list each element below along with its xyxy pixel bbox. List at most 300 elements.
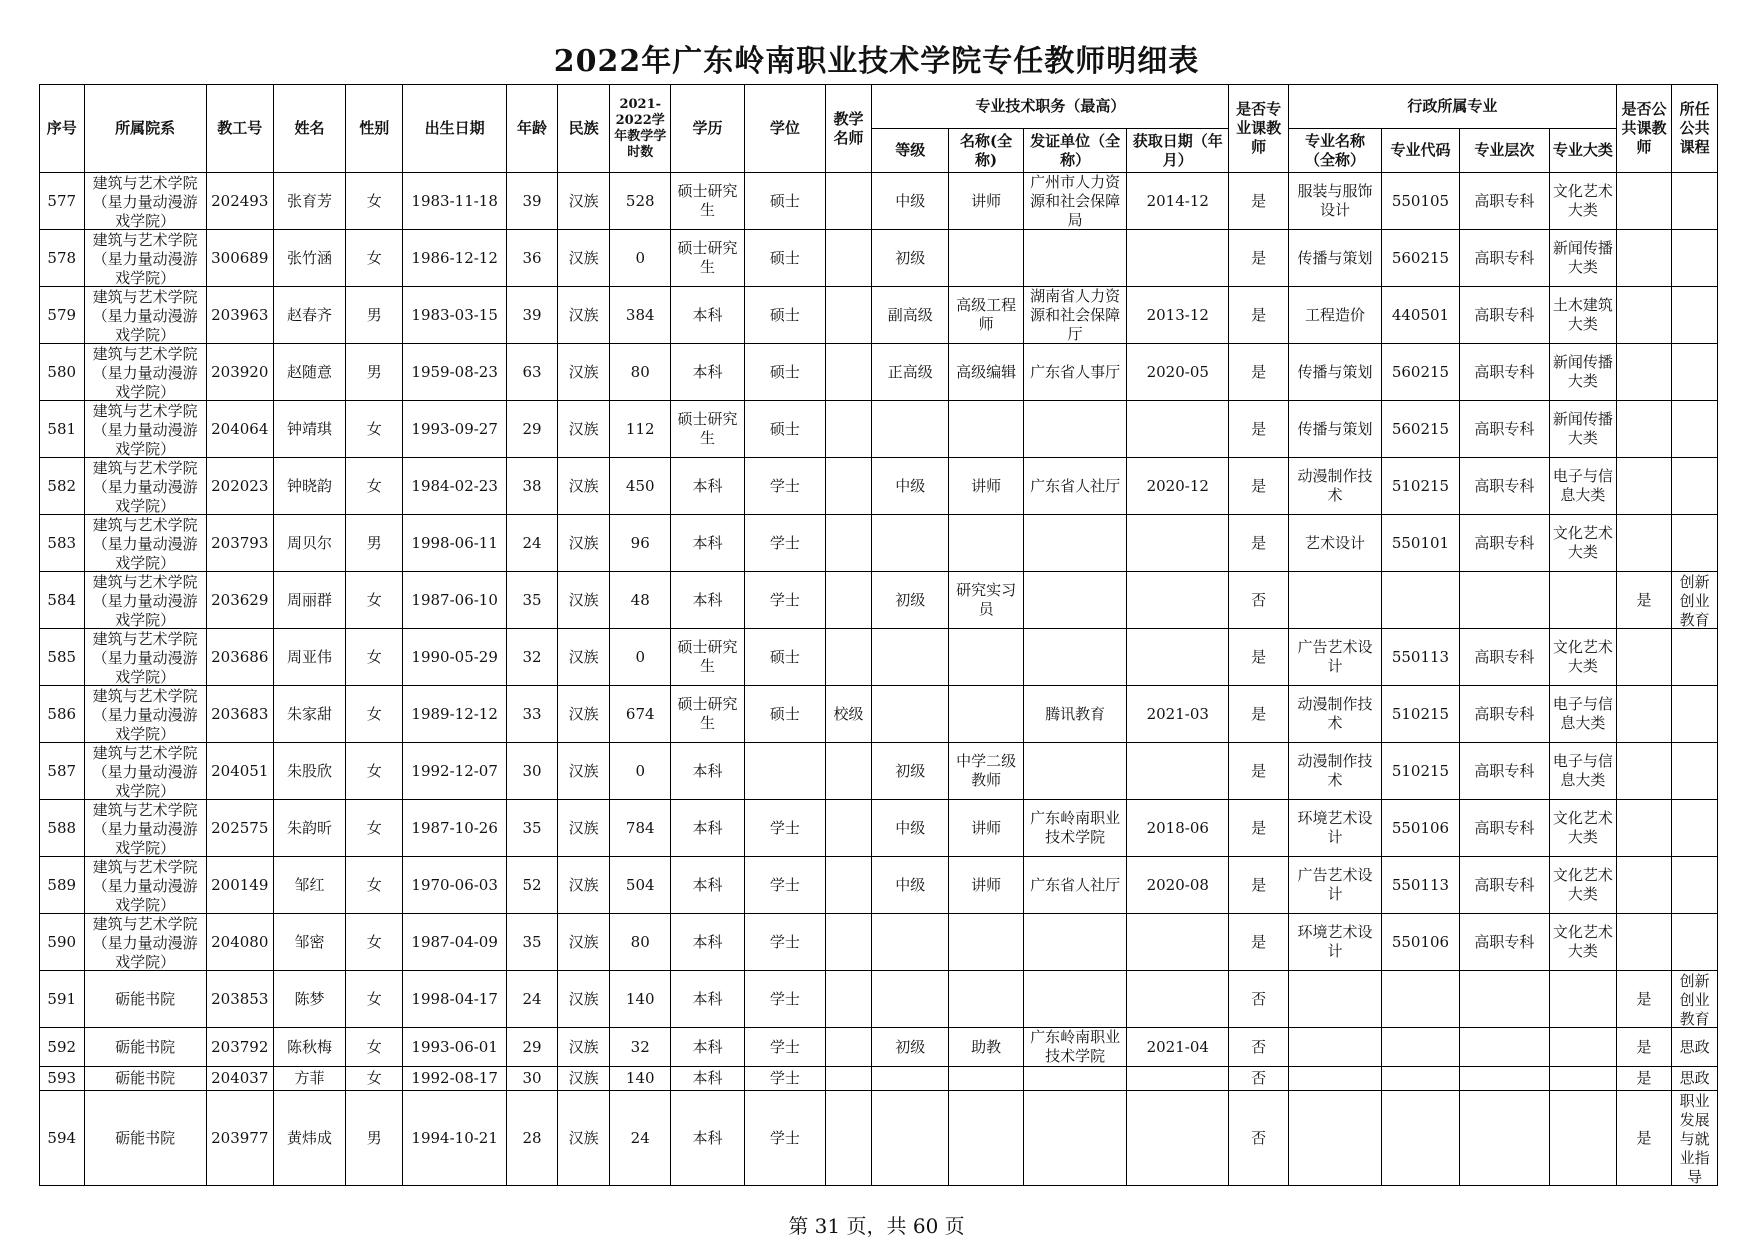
cell-text: 1993-06-01 — [411, 1037, 498, 1056]
cell-age — [507, 572, 558, 629]
cell-text: 48 — [630, 590, 650, 609]
cell-hours — [610, 344, 671, 401]
cell-staff-id — [206, 572, 273, 629]
cell-text: 高级编辑 — [956, 362, 1017, 381]
cell-text: 建筑与艺术学院（星力量动漫游戏学院） — [92, 402, 198, 456]
cell-famous — [825, 800, 872, 857]
cell-major-name — [1289, 230, 1382, 287]
cell-text: 24 — [630, 1128, 650, 1147]
cell-seq — [40, 458, 85, 515]
cell-public-course — [1672, 1067, 1718, 1091]
cell-is-public — [1616, 629, 1672, 686]
cell-text: 550105 — [1391, 191, 1450, 210]
cell-text: 建筑与艺术学院（星力量动漫游戏学院） — [92, 744, 198, 798]
cell-text: 汉族 — [568, 704, 599, 723]
cell-text: 550113 — [1391, 647, 1450, 666]
cell-text: 陈梦 — [294, 989, 325, 1008]
cell-seq — [40, 515, 85, 572]
cell-hours — [610, 1067, 671, 1091]
cell-text: 585 — [47, 647, 77, 666]
cell-text: 1994-10-21 — [411, 1128, 498, 1147]
header-title-name: 名称(全称) — [949, 129, 1024, 173]
cell-text: 硕士 — [769, 362, 800, 381]
table-row — [40, 914, 1718, 971]
cell-public-course — [1672, 857, 1718, 914]
cell-degree — [744, 800, 825, 857]
cell-text: 腾讯教育 — [1045, 704, 1106, 723]
cell-is-public — [1616, 287, 1672, 344]
cell-text: 硕士研究生 — [677, 182, 738, 219]
cell-text: 590 — [47, 932, 77, 951]
cell-is-public — [1616, 686, 1672, 743]
cell-staff-id — [206, 686, 273, 743]
cell-education — [671, 515, 745, 572]
cell-title-name — [949, 173, 1024, 230]
cell-degree — [744, 173, 825, 230]
cell-text: 周丽群 — [287, 590, 333, 609]
table-row — [40, 230, 1718, 287]
cell-text: 38 — [522, 476, 542, 495]
cell-title-name — [949, 344, 1024, 401]
header-major-level: 专业层次 — [1459, 129, 1549, 173]
cell-text: 土木建筑大类 — [1552, 296, 1613, 333]
cell-title-name — [949, 401, 1024, 458]
cell-title-date — [1127, 1028, 1229, 1067]
cell-college — [84, 287, 206, 344]
cell-text: 高职专科 — [1474, 761, 1535, 780]
cell-birth — [403, 1028, 507, 1067]
cell-text: 本科 — [692, 875, 723, 894]
cell-major-level — [1459, 629, 1549, 686]
cell-text: 黄炜成 — [287, 1128, 333, 1147]
cell-text: 研究实习员 — [956, 581, 1017, 618]
table-row — [40, 743, 1718, 800]
cell-title-name — [949, 686, 1024, 743]
cell-text: 140 — [625, 989, 655, 1008]
cell-text: 工程造价 — [1305, 305, 1366, 324]
cell-ethnicity — [557, 1091, 610, 1186]
cell-text: 203686 — [211, 647, 269, 666]
cell-text: 是 — [1251, 476, 1267, 495]
cell-title-level — [872, 800, 949, 857]
cell-staff-id — [206, 173, 273, 230]
cell-text: 588 — [47, 818, 77, 837]
cell-title-issuer — [1024, 857, 1127, 914]
cell-is-public — [1616, 1028, 1672, 1067]
cell-ethnicity — [557, 572, 610, 629]
cell-text: 文化艺术大类 — [1552, 638, 1613, 675]
cell-name — [273, 458, 346, 515]
cell-hours — [610, 572, 671, 629]
cell-staff-id — [206, 1028, 273, 1067]
cell-major-name — [1289, 857, 1382, 914]
cell-is-major — [1229, 401, 1289, 458]
cell-text: 本科 — [692, 818, 723, 837]
cell-age — [507, 1028, 558, 1067]
cell-text: 朱韵昕 — [287, 818, 333, 837]
cell-title-level — [872, 1091, 949, 1186]
cell-text: 女 — [366, 761, 382, 780]
cell-text: 高职专科 — [1474, 305, 1535, 324]
cell-title-level — [872, 458, 949, 515]
header-public-course: 所任公共课程 — [1672, 85, 1718, 173]
cell-title-date — [1127, 971, 1229, 1028]
cell-text: 1983-11-18 — [411, 191, 498, 210]
cell-famous — [825, 629, 872, 686]
cell-public-course — [1672, 629, 1718, 686]
cell-text: 广东省人社厅 — [1030, 476, 1121, 495]
cell-title-level — [872, 629, 949, 686]
cell-title-level — [872, 401, 949, 458]
cell-text: 电子与信息大类 — [1552, 695, 1613, 732]
cell-major-name — [1289, 458, 1382, 515]
cell-title-level — [872, 857, 949, 914]
cell-staff-id — [206, 971, 273, 1028]
cell-gender — [346, 914, 403, 971]
cell-college — [84, 629, 206, 686]
cell-title-name — [949, 1067, 1024, 1091]
cell-age — [507, 401, 558, 458]
cell-major-name — [1289, 1091, 1382, 1186]
cell-title-name — [949, 458, 1024, 515]
cell-text: 初级 — [895, 248, 926, 267]
cell-text: 本科 — [692, 305, 723, 324]
cell-title-name — [949, 743, 1024, 800]
cell-education — [671, 743, 745, 800]
cell-text: 39 — [522, 305, 542, 324]
cell-name — [273, 686, 346, 743]
cell-age — [507, 230, 558, 287]
cell-title-issuer — [1024, 1028, 1127, 1067]
cell-text: 建筑与艺术学院（星力量动漫游戏学院） — [92, 801, 198, 855]
cell-major-cat — [1549, 230, 1616, 287]
cell-text: 204064 — [211, 419, 269, 438]
cell-text: 594 — [47, 1128, 77, 1147]
cell-birth — [403, 401, 507, 458]
cell-text: 男 — [366, 362, 382, 381]
cell-major-code — [1382, 686, 1460, 743]
cell-text: 0 — [635, 761, 645, 780]
cell-text: 586 — [47, 704, 77, 723]
cell-text: 学士 — [769, 533, 800, 552]
cell-famous — [825, 1028, 872, 1067]
cell-title-date — [1127, 1091, 1229, 1186]
cell-birth — [403, 971, 507, 1028]
cell-education — [671, 1067, 745, 1091]
cell-text: 是 — [1251, 533, 1267, 552]
cell-text: 硕士研究生 — [677, 410, 738, 447]
cell-text: 汉族 — [568, 647, 599, 666]
cell-major-name — [1289, 629, 1382, 686]
cell-degree — [744, 1028, 825, 1067]
cell-major-level — [1459, 971, 1549, 1028]
cell-text: 39 — [522, 191, 542, 210]
cell-ethnicity — [557, 1067, 610, 1091]
cell-text: 510215 — [1391, 476, 1450, 495]
cell-major-level — [1459, 914, 1549, 971]
table-row — [40, 287, 1718, 344]
cell-famous — [825, 287, 872, 344]
cell-text: 学士 — [769, 1037, 800, 1056]
cell-text: 580 — [47, 362, 77, 381]
cell-text: 203977 — [211, 1128, 269, 1147]
cell-text: 硕士研究生 — [677, 695, 738, 732]
cell-name — [273, 914, 346, 971]
cell-famous — [825, 743, 872, 800]
cell-major-name — [1289, 800, 1382, 857]
cell-famous — [825, 572, 872, 629]
cell-text: 510215 — [1391, 704, 1450, 723]
cell-text: 1984-02-23 — [411, 476, 498, 495]
cell-public-course — [1672, 1091, 1718, 1186]
cell-gender — [346, 1028, 403, 1067]
cell-major-level — [1459, 743, 1549, 800]
cell-seq — [40, 287, 85, 344]
cell-major-code — [1382, 515, 1460, 572]
cell-text: 新闻传播大类 — [1552, 410, 1613, 447]
cell-text: 硕士研究生 — [677, 239, 738, 276]
cell-age — [507, 800, 558, 857]
cell-text: 584 — [47, 590, 77, 609]
teacher-table — [39, 84, 1718, 1186]
cell-text: 1970-06-03 — [411, 875, 498, 894]
cell-title-level — [872, 686, 949, 743]
cell-is-public — [1616, 401, 1672, 458]
cell-title-issuer — [1024, 287, 1127, 344]
cell-staff-id — [206, 1091, 273, 1186]
cell-text: 砺能书院 — [115, 1037, 176, 1056]
cell-birth — [403, 857, 507, 914]
cell-degree — [744, 572, 825, 629]
cell-famous — [825, 401, 872, 458]
cell-is-major — [1229, 971, 1289, 1028]
cell-title-date — [1127, 686, 1229, 743]
cell-major-level — [1459, 857, 1549, 914]
cell-text: 硕士 — [769, 191, 800, 210]
cell-text: 朱家甜 — [287, 704, 333, 723]
cell-education — [671, 572, 745, 629]
cell-major-code — [1382, 230, 1460, 287]
cell-major-level — [1459, 515, 1549, 572]
cell-title-level — [872, 1028, 949, 1067]
cell-text: 本科 — [692, 362, 723, 381]
cell-hours — [610, 173, 671, 230]
cell-text: 2018-06 — [1146, 818, 1209, 837]
cell-staff-id — [206, 287, 273, 344]
cell-public-course — [1672, 344, 1718, 401]
cell-text: 学士 — [769, 1069, 800, 1087]
cell-text: 582 — [47, 476, 77, 495]
cell-famous — [825, 173, 872, 230]
cell-gender — [346, 800, 403, 857]
cell-text: 初级 — [895, 761, 926, 780]
cell-title-date — [1127, 743, 1229, 800]
cell-degree — [744, 1091, 825, 1186]
cell-ethnicity — [557, 686, 610, 743]
cell-is-major — [1229, 572, 1289, 629]
cell-text: 2021-04 — [1146, 1037, 1209, 1056]
cell-name — [273, 629, 346, 686]
cell-text: 汉族 — [568, 362, 599, 381]
cell-title-date — [1127, 800, 1229, 857]
cell-text: 中级 — [895, 818, 926, 837]
cell-text: 广告艺术设计 — [1297, 638, 1373, 675]
cell-title-date — [1127, 401, 1229, 458]
cell-text: 24 — [522, 989, 542, 1008]
cell-college — [84, 344, 206, 401]
cell-text: 建筑与艺术学院（星力量动漫游戏学院） — [92, 630, 198, 684]
cell-text: 硕士 — [769, 704, 800, 723]
cell-ethnicity — [557, 287, 610, 344]
cell-major-code — [1382, 914, 1460, 971]
cell-text: 202575 — [211, 818, 269, 837]
cell-text: 电子与信息大类 — [1552, 752, 1613, 789]
cell-college — [84, 1028, 206, 1067]
cell-title-name — [949, 287, 1024, 344]
cell-age — [507, 743, 558, 800]
cell-text: 学士 — [769, 476, 800, 495]
cell-major-cat — [1549, 173, 1616, 230]
header-name: 姓名 — [273, 85, 346, 173]
cell-is-major — [1229, 629, 1289, 686]
cell-text: 广东岭南职业技术学院 — [1030, 809, 1121, 846]
cell-major-code — [1382, 743, 1460, 800]
cell-text: 2013-12 — [1146, 305, 1209, 324]
cell-seq — [40, 572, 85, 629]
cell-ethnicity — [557, 458, 610, 515]
cell-staff-id — [206, 458, 273, 515]
cell-major-cat — [1549, 1091, 1616, 1186]
cell-staff-id — [206, 914, 273, 971]
cell-text: 203920 — [211, 362, 269, 381]
table-body — [40, 173, 1718, 1186]
header-major-code: 专业代码 — [1382, 129, 1460, 173]
cell-text: 硕士 — [769, 419, 800, 438]
cell-title-issuer — [1024, 401, 1127, 458]
header-admin-group: 行政所属专业 — [1289, 85, 1617, 129]
cell-name — [273, 1067, 346, 1091]
cell-text: 204051 — [211, 761, 269, 780]
cell-text: 560215 — [1391, 362, 1450, 381]
table-row — [40, 401, 1718, 458]
cell-text: 建筑与艺术学院（星力量动漫游戏学院） — [92, 687, 198, 741]
cell-text: 建筑与艺术学院（星力量动漫游戏学院） — [92, 516, 198, 570]
cell-major-cat — [1549, 800, 1616, 857]
cell-text: 本科 — [692, 761, 723, 780]
cell-famous — [825, 1067, 872, 1091]
cell-college — [84, 173, 206, 230]
cell-text: 550101 — [1391, 533, 1450, 552]
cell-seq — [40, 1091, 85, 1186]
cell-title-name — [949, 515, 1024, 572]
header-is-public: 是否公共课教师 — [1616, 85, 1672, 173]
cell-major-code — [1382, 401, 1460, 458]
cell-major-level — [1459, 1067, 1549, 1091]
cell-text: 传播与策划 — [1297, 248, 1373, 267]
cell-text: 赵春齐 — [287, 305, 333, 324]
cell-title-level — [872, 230, 949, 287]
cell-major-level — [1459, 173, 1549, 230]
cell-text: 汉族 — [568, 191, 599, 210]
cell-age — [507, 914, 558, 971]
cell-major-level — [1459, 230, 1549, 287]
cell-hours — [610, 515, 671, 572]
cell-title-level — [872, 914, 949, 971]
cell-public-course — [1672, 287, 1718, 344]
cell-gender — [346, 857, 403, 914]
cell-text: 汉族 — [568, 533, 599, 552]
cell-age — [507, 458, 558, 515]
cell-text: 正高级 — [887, 362, 933, 381]
cell-major-code — [1382, 1028, 1460, 1067]
cell-text: 是 — [1251, 248, 1267, 267]
cell-text: 550106 — [1391, 932, 1450, 951]
cell-text: 女 — [366, 989, 382, 1008]
cell-ethnicity — [557, 401, 610, 458]
cell-major-cat — [1549, 287, 1616, 344]
cell-major-level — [1459, 1091, 1549, 1186]
header-title-date: 获取日期（年月） — [1127, 129, 1229, 173]
cell-text: 1959-08-23 — [411, 362, 498, 381]
cell-text: 邹红 — [294, 875, 325, 894]
cell-birth — [403, 1091, 507, 1186]
cell-major-level — [1459, 458, 1549, 515]
cell-is-public — [1616, 914, 1672, 971]
header-degree: 学位 — [744, 85, 825, 173]
cell-text: 女 — [366, 1037, 382, 1056]
cell-education — [671, 173, 745, 230]
cell-major-code — [1382, 572, 1460, 629]
header-famous: 教学名师 — [825, 85, 872, 173]
cell-text: 女 — [366, 932, 382, 951]
cell-text: 52 — [522, 875, 542, 894]
cell-age — [507, 971, 558, 1028]
cell-birth — [403, 344, 507, 401]
cell-birth — [403, 515, 507, 572]
cell-text: 1989-12-12 — [411, 704, 498, 723]
table-row — [40, 344, 1718, 401]
cell-age — [507, 287, 558, 344]
cell-major-name — [1289, 515, 1382, 572]
cell-text: 1998-04-17 — [411, 989, 498, 1008]
cell-title-name — [949, 572, 1024, 629]
cell-education — [671, 686, 745, 743]
cell-text: 1987-04-09 — [411, 932, 498, 951]
cell-gender — [346, 401, 403, 458]
cell-text: 63 — [522, 362, 542, 381]
cell-text: 汉族 — [568, 476, 599, 495]
cell-major-code — [1382, 629, 1460, 686]
cell-gender — [346, 173, 403, 230]
cell-text: 男 — [366, 533, 382, 552]
cell-text: 0 — [635, 647, 645, 666]
cell-title-date — [1127, 287, 1229, 344]
header-major-cat: 专业大类 — [1549, 129, 1616, 173]
cell-text: 硕士 — [769, 305, 800, 324]
cell-ethnicity — [557, 629, 610, 686]
cell-education — [671, 458, 745, 515]
cell-text: 建筑与艺术学院（星力量动漫游戏学院） — [92, 174, 198, 228]
cell-text: 否 — [1251, 989, 1267, 1008]
cell-text: 高职专科 — [1474, 704, 1535, 723]
cell-major-cat — [1549, 572, 1616, 629]
cell-text: 汉族 — [568, 818, 599, 837]
cell-gender — [346, 515, 403, 572]
header-title-level: 等级 — [872, 129, 949, 173]
cell-text: 周亚伟 — [287, 647, 333, 666]
cell-text: 女 — [366, 818, 382, 837]
cell-text: 男 — [366, 1128, 382, 1147]
